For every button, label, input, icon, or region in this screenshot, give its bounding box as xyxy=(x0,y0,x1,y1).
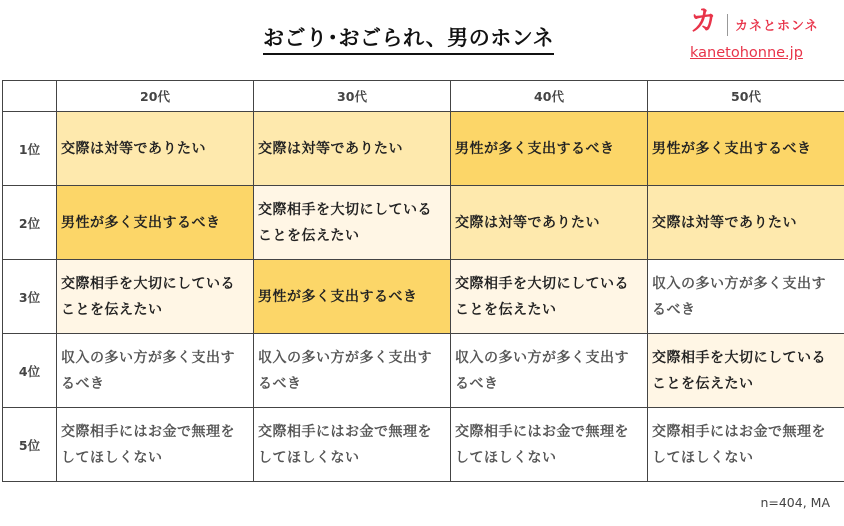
table-row xyxy=(3,260,844,334)
table-cell: 交際相手にはお金で無理をしてほしくない xyxy=(254,408,451,482)
table-cell: 男性が多く支出するべき xyxy=(254,260,451,334)
sample-note: n=404, MA xyxy=(760,495,830,510)
ranking-table xyxy=(2,80,844,482)
header-row xyxy=(3,81,844,112)
corner-cell xyxy=(3,81,57,112)
table-row xyxy=(3,112,844,186)
table-cell: 交際相手にはお金で無理をしてほしくない xyxy=(648,408,844,482)
table-cell: 男性が多く支出するべき xyxy=(451,112,648,186)
table-cell: 交際相手を大切にしていることを伝えたい xyxy=(648,334,844,408)
table-cell: 交際は対等でありたい xyxy=(648,186,844,260)
table-cell: 交際相手にはお金で無理をしてほしくない xyxy=(57,408,254,482)
column-header: 20代 xyxy=(57,81,254,112)
table-cell: 収入の多い方が多く支出するべき xyxy=(57,334,254,408)
table-cell: 収入の多い方が多く支出するべき xyxy=(648,260,844,334)
table-row xyxy=(3,408,844,482)
column-header: 40代 xyxy=(451,81,648,112)
table-row xyxy=(3,334,844,408)
rank-label: 4位 xyxy=(3,334,57,408)
table-cell: 収入の多い方が多く支出するべき xyxy=(254,334,451,408)
column-header: 50代 xyxy=(648,81,844,112)
table-cell: 収入の多い方が多く支出するべき xyxy=(451,334,648,408)
rank-label: 3位 xyxy=(3,260,57,334)
rank-label: 2位 xyxy=(3,186,57,260)
table-cell: 交際は対等でありたい xyxy=(451,186,648,260)
table-cell: 交際相手にはお金で無理をしてほしくない xyxy=(451,408,648,482)
logo-mark: カ xyxy=(690,6,717,37)
table-cell: 交際相手を大切にしていることを伝えたい xyxy=(254,186,451,260)
table-cell: 交際相手を大切にしていることを伝えたい xyxy=(451,260,648,334)
table-cell: 交際は対等でありたい xyxy=(254,112,451,186)
page-title: おごり･おごられ、男のホンネ xyxy=(263,25,554,55)
table-row xyxy=(3,186,844,260)
table-cell: 男性が多く支出するべき xyxy=(57,186,254,260)
logo-divider xyxy=(727,14,728,36)
column-header: 30代 xyxy=(254,81,451,112)
site-link[interactable]: kanetohonne.jp xyxy=(690,45,803,61)
table-cell: 男性が多く支出するべき xyxy=(648,112,844,186)
table-cell: 交際相手を大切にしていることを伝えたい xyxy=(57,260,254,334)
logo-name: カネとホンネ xyxy=(735,19,819,34)
table-cell: 交際は対等でありたい xyxy=(57,112,254,186)
brand-logo xyxy=(690,6,840,66)
rank-label: 1位 xyxy=(3,112,57,186)
rank-label: 5位 xyxy=(3,408,57,482)
